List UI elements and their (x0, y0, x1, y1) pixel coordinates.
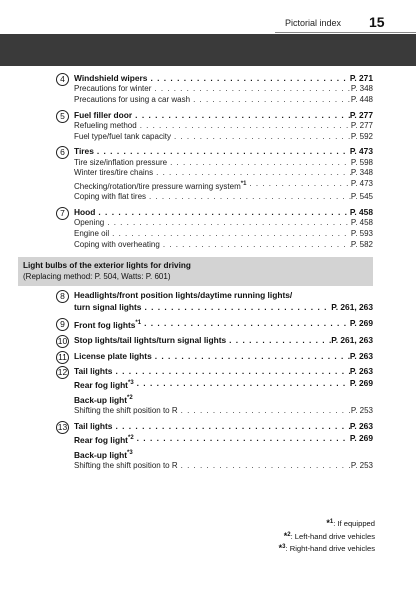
entry-page-ref[interactable]: P. 269 (349, 317, 373, 328)
entry-page-ref[interactable]: P. 253 (350, 406, 373, 416)
entry-page-ref[interactable]: P. 269 (349, 378, 373, 389)
entry-title: Tail lights (74, 420, 113, 431)
index-entry-license-plate-lights (49, 350, 373, 362)
entry-page-ref[interactable]: P. 582 (350, 239, 373, 249)
entry-page-ref[interactable]: P. 458 (350, 218, 373, 228)
entry-subitem: Refueling method (74, 121, 137, 130)
entry-title: Tires (74, 146, 94, 157)
section-box-title: Light bulbs of the exterior lights for driving (23, 261, 191, 270)
callout-number: 7 (56, 207, 69, 220)
page-number: 15 (369, 14, 385, 30)
entry-subitem: Checking/rotation/tire pressure warning system (74, 181, 241, 191)
entry-page-ref[interactable]: P. 277 (349, 109, 373, 120)
index-entry (49, 109, 373, 143)
callout-number: 11 (56, 351, 69, 364)
entry-page-ref[interactable]: P. 473 (350, 178, 373, 188)
entry-page-ref[interactable]: P. 592 (350, 131, 373, 141)
entry-title: Back-up light (74, 449, 128, 460)
entry-subitem: Precautions for winter (74, 84, 152, 94)
callout-number: 5 (56, 110, 69, 123)
section-box-subtitle: (Replacing method: P. 504, Watts: P. 601) (23, 272, 171, 281)
callout-number: 4 (56, 73, 69, 86)
section-title: Pictorial index (285, 18, 342, 28)
entry-title: Headlights/front position lights/daytime running lights/ (74, 290, 293, 300)
entry-page-ref[interactable]: P. 263 (349, 350, 373, 361)
entry-page-ref[interactable]: P. 263 (349, 366, 373, 377)
index-group-lights (49, 289, 373, 472)
index-entry (49, 206, 373, 250)
entry-page-ref[interactable]: P. 348 (350, 84, 373, 94)
entry-subitem: Fuel type/fuel tank capacity (74, 131, 171, 141)
entry-page-ref[interactable]: P. 263 (349, 420, 373, 431)
entry-subitem: Tire size/inflation pressure (74, 157, 168, 167)
entry-page-ref[interactable]: P. 593 (350, 228, 373, 238)
entry-title: License plate lights (74, 350, 152, 361)
footnote-ref: *1 (240, 180, 247, 187)
entry-title: Rear fog light (74, 435, 128, 446)
footnote-ref: *2 (127, 435, 134, 442)
entry-page-ref[interactable]: P. 473 (349, 146, 373, 157)
entry-subitem: Opening (74, 218, 105, 228)
index-entry-headlights (49, 289, 373, 314)
footnotes (279, 517, 375, 555)
entry-subitem: Shifting the shift position to R (74, 461, 178, 471)
callout-number: 9 (56, 318, 69, 331)
callout-number: 10 (57, 336, 68, 347)
index-group-body-parts (49, 72, 373, 250)
callout-number: 13 (57, 421, 68, 432)
header-banner (0, 34, 416, 66)
entry-subitem: Engine oil (74, 228, 110, 238)
page-header (0, 6, 416, 28)
index-entry (49, 145, 373, 203)
footnote-1: *$^1$: If equipped (326, 518, 375, 528)
entry-title-cont: turn signal lights (74, 302, 142, 313)
entry-page-ref[interactable]: P. 458 (349, 206, 373, 217)
entry-subitem: Shifting the shift position to R (74, 406, 178, 416)
index-entry-stop-tail-lights (49, 334, 373, 346)
entry-title: Back-up light (74, 394, 128, 405)
header-rule (275, 32, 416, 33)
footnote-ref: *3 (127, 380, 134, 387)
callout-number: 6 (56, 146, 69, 159)
entry-subitem: Winter tires/tire chains (74, 168, 154, 178)
entry-page-ref[interactable]: P. 261, 263 (331, 335, 373, 346)
entry-page-ref[interactable]: P. 545 (350, 192, 373, 202)
entry-subitem: Coping with flat tires (74, 192, 147, 202)
entry-title: Windshield wipers (74, 73, 148, 83)
entry-page-ref[interactable]: P. 348 (350, 168, 373, 178)
entry-title: Front fog lights (74, 319, 136, 330)
footnote-3: *$^3$: Right-hand drive vehicles (278, 543, 375, 553)
entry-title: Fuel filler door (74, 109, 133, 120)
entry-subitem: Coping with overheating (74, 239, 160, 249)
index-entry-rear-lights-12 (49, 365, 373, 417)
entry-page-ref[interactable]: P. 598 (350, 157, 373, 167)
entry-title: Stop lights/tail lights/turn signal lights (74, 335, 227, 346)
entry-page-ref[interactable]: P. 261, 263 (331, 302, 373, 313)
entry-page-ref[interactable]: P. 269 (349, 433, 373, 444)
index-entry-front-fog-lights (49, 317, 373, 331)
entry-page-ref[interactable]: P. 271 (349, 73, 373, 83)
footnote-ref: *3 (127, 449, 133, 456)
entry-title: Hood (74, 206, 96, 217)
entry-subitem: Precautions for using a car wash (74, 95, 191, 104)
index-entry-rear-lights-13 (49, 420, 373, 472)
section-box-light-bulbs (18, 257, 373, 286)
entry-title: Tail lights (74, 366, 113, 377)
entry-page-ref[interactable]: P. 277 (350, 121, 373, 130)
footnote-ref: *1 (135, 319, 142, 326)
callout-number: 12 (57, 367, 68, 378)
index-entry (49, 72, 373, 106)
footnote-ref: *2 (127, 394, 133, 401)
footnote-2: *$^2$: Left-hand drive vehicles (283, 530, 375, 541)
callout-number: 8 (56, 290, 69, 303)
entry-page-ref[interactable]: P. 253 (350, 461, 373, 471)
entry-title: Rear fog light (74, 380, 128, 391)
entry-page-ref[interactable]: P. 448 (350, 95, 373, 104)
